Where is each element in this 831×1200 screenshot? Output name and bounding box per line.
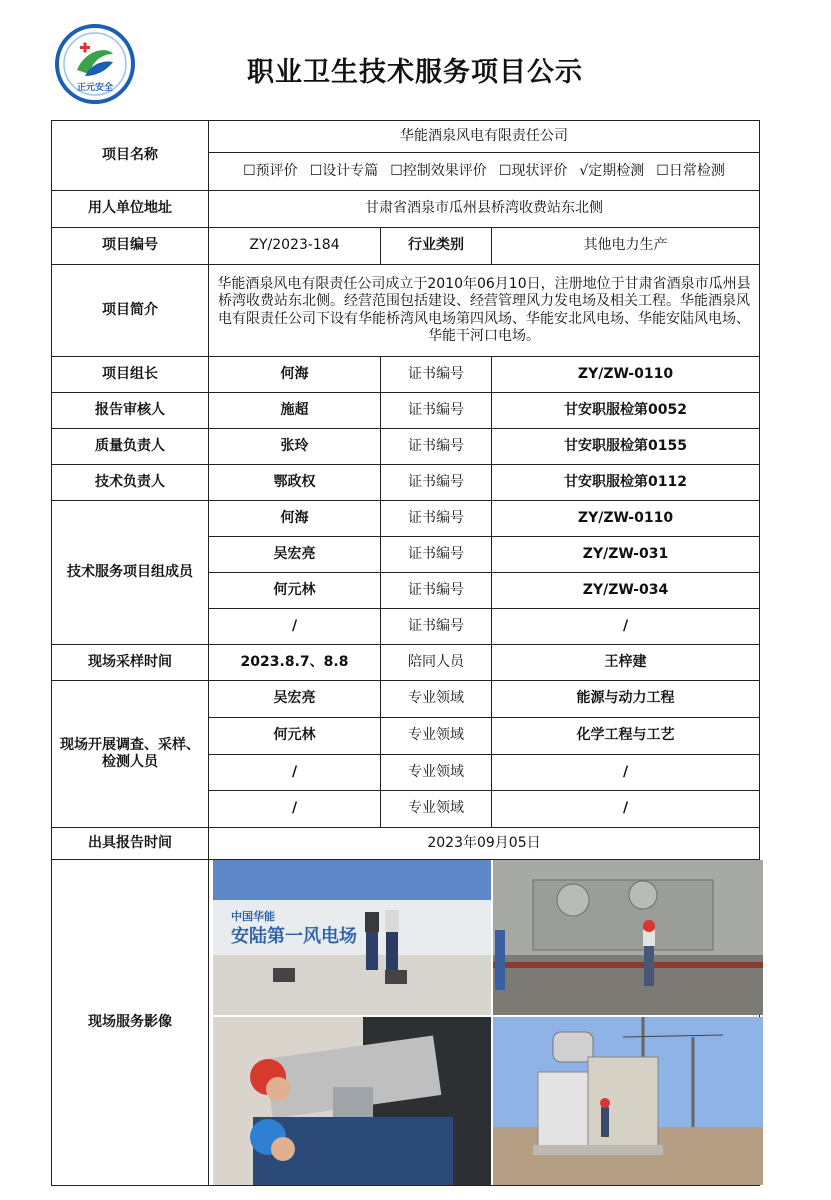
cert-number: 甘安职服检第0112	[492, 465, 760, 501]
member-name: /	[209, 609, 381, 645]
field-label: 专业领域	[381, 791, 492, 828]
survey-person: 吴宏亮	[209, 681, 381, 718]
person-name: 何海	[209, 357, 381, 393]
field-label: 专业领域	[381, 755, 492, 791]
address-label: 用人单位地址	[52, 191, 209, 228]
row-quality-lead	[52, 429, 760, 465]
role-label: 报告审核人	[52, 393, 209, 429]
cert-label: 证书编号	[381, 537, 492, 573]
row-member	[52, 501, 760, 537]
address-value: 甘肃省酒泉市瓜州县桥湾收费站东北侧	[209, 191, 760, 228]
field-label: 专业领域	[381, 681, 492, 718]
project-type-options	[209, 153, 760, 191]
survey-field: /	[492, 791, 760, 828]
members-label: 技术服务项目组成员	[52, 501, 209, 645]
company-logo	[55, 24, 135, 104]
role-label: 项目组长	[52, 357, 209, 393]
cert-label: 证书编号	[381, 429, 492, 465]
row-survey-person	[52, 681, 760, 718]
companion-label: 陪同人员	[381, 645, 492, 681]
row-sampling-time	[52, 645, 760, 681]
row-report-time	[52, 828, 760, 860]
sign-text: 安陆第一风电场	[231, 926, 357, 947]
project-name-label: 项目名称	[52, 121, 209, 191]
report-time-label: 出具报告时间	[52, 828, 209, 860]
row-photos	[52, 860, 760, 1186]
role-label: 技术负责人	[52, 465, 209, 501]
project-table	[51, 120, 760, 1186]
survey-field: 化学工程与工艺	[492, 718, 760, 755]
report-time: 2023年09月05日	[209, 828, 760, 860]
type-option: ☐控制效果评价	[390, 162, 487, 179]
member-cert: ZY/ZW-031	[492, 537, 760, 573]
row-address	[52, 191, 760, 228]
member-name: 吴宏亮	[209, 537, 381, 573]
sampling-time-label: 现场采样时间	[52, 645, 209, 681]
cert-number: ZY/ZW-0110	[492, 357, 760, 393]
industry-label: 行业类别	[381, 228, 492, 265]
intro-text: 华能酒泉风电有限责任公司成立于2010年06月10日，注册地位于甘肃省酒泉市瓜州县桥湾收费站东北侧。经营范围包括建设、经营管理风力发电场及相关工程。华能酒泉风电有限责任公司下设有华能桥湾风电场第四风场、华能安北风电场、华能安陆风电场、华能干河口电场。	[209, 265, 760, 357]
row-intro	[52, 265, 760, 357]
type-option: ☐日常检测	[656, 162, 725, 179]
photo-workers	[213, 1017, 491, 1185]
intro-label: 项目简介	[52, 265, 209, 357]
project-code-label: 项目编号	[52, 228, 209, 265]
cert-label: 证书编号	[381, 465, 492, 501]
survey-person: /	[209, 791, 381, 828]
member-cert: ZY/ZW-034	[492, 573, 760, 609]
photos-cell	[209, 860, 760, 1186]
cert-label: 证书编号	[381, 357, 492, 393]
person-name: 施超	[209, 393, 381, 429]
person-name: 张玲	[209, 429, 381, 465]
survey-person: 何元林	[209, 718, 381, 755]
photo-transformer	[493, 860, 763, 1015]
role-label: 质量负责人	[52, 429, 209, 465]
member-name: 何元林	[209, 573, 381, 609]
person-name: 鄂政权	[209, 465, 381, 501]
cert-label: 证书编号	[381, 609, 492, 645]
sampling-time: 2023.8.7、8.8	[209, 645, 381, 681]
field-label: 专业领域	[381, 718, 492, 755]
member-cert: /	[492, 609, 760, 645]
row-project-leader	[52, 357, 760, 393]
survey-person: /	[209, 755, 381, 791]
type-option: √定期检测	[579, 162, 645, 179]
type-option: ☐设计专篇	[309, 162, 379, 179]
type-option: ☐现状评价	[498, 162, 568, 179]
cert-number: 甘安职服检第0052	[492, 393, 760, 429]
photo-wind-farm-sign	[213, 860, 491, 1015]
project-name: 华能酒泉风电有限责任公司	[209, 121, 760, 153]
row-report-reviewer	[52, 393, 760, 429]
survey-label: 现场开展调查、采样、检测人员	[52, 681, 209, 828]
photo-box-substation	[493, 1017, 763, 1185]
photo-grid	[213, 860, 763, 1185]
survey-field: 能源与动力工程	[492, 681, 760, 718]
cert-label: 证书编号	[381, 393, 492, 429]
page-title: 职业卫生技术服务项目公示	[247, 57, 583, 88]
project-code: ZY/2023-184	[209, 228, 381, 265]
logo-text: 正元安全	[76, 83, 114, 93]
industry-value: 其他电力生产	[492, 228, 760, 265]
sign-brand: 中国华能	[231, 910, 275, 923]
cert-label: 证书编号	[381, 573, 492, 609]
row-project-name	[52, 121, 760, 153]
row-project-code	[52, 228, 760, 265]
cert-label: 证书编号	[381, 501, 492, 537]
survey-field: /	[492, 755, 760, 791]
companion-name: 王梓建	[492, 645, 760, 681]
member-name: 何海	[209, 501, 381, 537]
member-cert: ZY/ZW-0110	[492, 501, 760, 537]
row-tech-lead	[52, 465, 760, 501]
photos-label: 现场服务影像	[52, 860, 209, 1186]
cert-number: 甘安职服检第0155	[492, 429, 760, 465]
type-option: ☐预评价	[243, 162, 298, 179]
